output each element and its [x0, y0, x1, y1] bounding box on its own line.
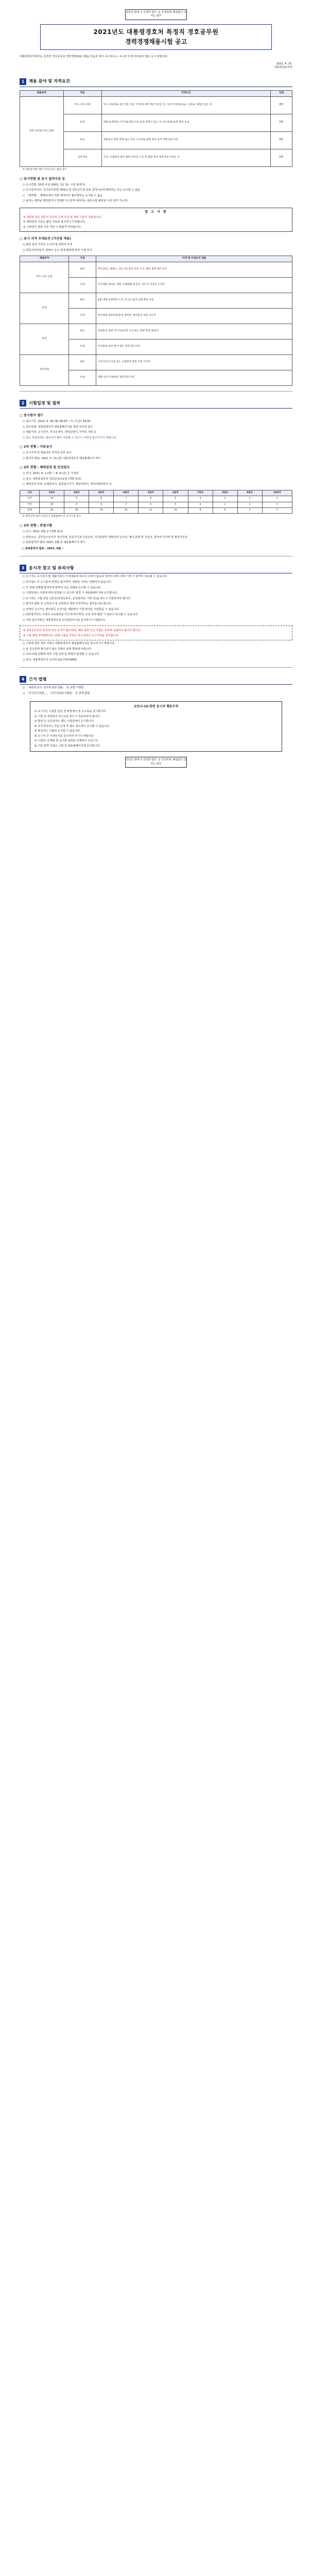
- table-header: 자격요건: [101, 90, 270, 96]
- paragraph: ○ 「대통령 등의 경호에 관한 법률」 및 동법 시행령: [23, 686, 84, 690]
- table-row: [20, 355, 292, 370]
- paragraph: ○ 일시: 2021. 6. 1.(화) ~ 6. 4.(금) 중 지정일: [23, 472, 79, 476]
- table-cell: 합계: [20, 508, 40, 514]
- announcing-org: 대통령경호처장: [274, 66, 292, 70]
- subsection-heading: □ 2차 전형 : 체력검정 및 인성검사: [20, 466, 70, 470]
- list-item: ○ 최종합격자는 소정의 교육훈련을 이수하여야 하며, 교육 성적 불량 시 임용이 취소될 수 있습니다.: [23, 613, 138, 617]
- list-item: ○ 문의: 대통령경호처 인사과 (02-770-0000): [23, 658, 77, 662]
- table-cell: 4: [237, 508, 262, 514]
- table-cell: 6: [213, 508, 237, 514]
- section-title: 채용 분야 및 자격요건: [29, 78, 70, 84]
- page-title-line2: 경력경쟁채용시험 공고: [125, 38, 187, 45]
- table-cell: 우대: [69, 309, 96, 324]
- table-cell: 우대: [69, 340, 96, 355]
- table-cell: 경호 공무원 (7급 상당): [20, 96, 64, 166]
- table-cell: 8: [188, 508, 213, 514]
- table-cell: 통신: [20, 324, 69, 355]
- table-header: 구분: [69, 256, 96, 262]
- table-cell: 운전: [63, 114, 101, 131]
- table-header: 4일차: [114, 490, 138, 496]
- table-cell: 0명: [270, 131, 292, 149]
- table-cell: 0명: [270, 114, 292, 131]
- table-cell: 무도 전공자로 공인 7단 이상, 각 분야 경력 3년 이상인 자, 사격 국가대표 또는 상비군 경력이 있는 자: [101, 96, 270, 114]
- paragraph: ○ 일시: 2021. 6월 중 (개별 통보): [23, 530, 63, 534]
- table-row: [20, 496, 292, 502]
- list-item: ○ 원서접수 후 응시분야 변경은 불가하며, 제출된 서류는 반환하지 않습니다.: [23, 581, 112, 584]
- table-cell: 10: [39, 496, 64, 502]
- table-cell: 20: [39, 508, 64, 514]
- table-cell: 공무직원: [20, 355, 69, 386]
- table-header: 3일차: [89, 490, 114, 496]
- notice-line: ② 신체검사 결과 기준 미달 시 불합격 처리됩니다.: [23, 225, 82, 229]
- announcement-page: [0, 0, 312, 778]
- divider: [20, 667, 292, 668]
- table-cell: 정보통신 관련 국가기술자격 소지 또는 관련 학과 졸업자: [96, 324, 292, 340]
- covid-item: ① 응시자는 시험장 입실 전 발열체크 및 손소독을 실시합니다.: [34, 710, 107, 714]
- covid-item: ⑥ 응시자 간 거리두기를 준수하여 주시기 바랍니다.: [34, 734, 95, 738]
- section-title: 근거 법령: [29, 676, 47, 682]
- table-cell: 18: [64, 508, 89, 514]
- table-cell: 1종 대형 운전면허 소지, 무사고 운전 경력 5년 이상: [96, 293, 292, 309]
- paragraph: ○ 「국가공무원법」, 「공무원임용시험령」 등 관계 법령: [23, 691, 90, 695]
- table-note: ※ 체력검정 평가기준표는 채용홈페이지 공지사항 참조: [23, 515, 81, 518]
- table-cell: 무선통신·보안 분야 실무 경력 2년 이상: [96, 340, 292, 355]
- list-item: ○ 시험에 관한 세부 사항은 대통령경호처 채용홈페이지를 참고하시기 바랍니다.: [23, 642, 115, 646]
- table-note: ※ 채용분야별 세부 자격요건은 붙임 참조: [23, 168, 67, 171]
- table-header: 1일차: [39, 490, 64, 496]
- intro-text: 대통령경호처에서는 특정직 경호공무원 경력경쟁채용시험을 다음과 같이 공고하오니, 우수한 인재 여러분의 많은 응시 바랍니다.: [20, 55, 168, 59]
- paragraph: ○ 접수방법: 대통령경호처 채용홈페이지를 통한 인터넷 접수: [23, 425, 93, 429]
- table-header: 10일차: [262, 490, 292, 496]
- subsection-heading: □ 3차 전형 : 면접시험: [20, 524, 53, 528]
- slogan-banner: 국민의 편에 서 공정한 법무, 늘 공정하게, 빠짐없이 일하는 법무: [125, 9, 187, 20]
- section-number: 4: [20, 676, 26, 683]
- table-cell: 4: [188, 496, 213, 502]
- list-item: ○ 응시자는 응시원서 및 제출서류의 기재내용에 착오나 누락이 없도록 하여야 하며, 허위 기재 시 합격이 취소될 수 있습니다.: [23, 575, 168, 579]
- table-cell: 1: [262, 496, 292, 502]
- table-cell: 2: [237, 496, 262, 502]
- covid-item: ③ 발열 등 유증상자는 별도 시험실에서 응시합니다.: [34, 720, 95, 723]
- table-row: [20, 262, 292, 278]
- subsection-heading: □ 응시연령 및 응시 결격사유 등: [20, 177, 65, 181]
- list-item: ○ 응시자는 시험 당일 신분증(주민등록증, 운전면허증, 여권 등)을 반드시 지참하여야 합니다.: [23, 597, 131, 600]
- table-cell: 0명: [270, 96, 292, 114]
- table-cell: 8: [89, 496, 114, 502]
- notice-line: ※ 대통령 경호 업무의 특성상 신체 조건 및 체력 기준이 적용됩니다.: [23, 215, 102, 219]
- table-cell: 필수: [69, 324, 96, 340]
- requirements-table: [20, 256, 292, 386]
- table-cell: 무도(유도, 태권도, 검도 등) 공인 단증 소지, 관련 경력 3년 이상: [96, 262, 292, 278]
- section-3-header: [20, 565, 292, 573]
- table-header: 6일차: [163, 490, 188, 496]
- list-item: ○ 각 전형 단계별 합격자에 한하여 다음 전형에 응시할 수 있습니다.: [23, 586, 101, 589]
- section-number: 2: [20, 400, 26, 406]
- table-cell: 16: [89, 508, 114, 514]
- notice-title: 참 고 사 항: [145, 210, 167, 214]
- paragraph: ○ 장소: 대통령경호처 경호안전교육원 (개별 통보): [23, 477, 81, 481]
- paragraph: ○ 응시자격 및 제출서류 적격성 여부 심사: [23, 451, 72, 455]
- table-header: 5일차: [138, 490, 163, 496]
- table-cell: 정보통신 관련 학위 또는 자격 소지자로 관련 분야 실무 경력 2년 이상: [101, 131, 270, 149]
- paragraph: ○ 최종합격자 발표: 2021. 6월 중 채용홈페이지 게시: [23, 541, 85, 545]
- list-item: ○ 기타 문의사항은 대통령경호처 인사담당부서로 문의하시기 바랍니다.: [23, 618, 106, 622]
- table-cell: 10: [163, 508, 188, 514]
- section-title: 시험일정 및 절차: [29, 400, 61, 405]
- list-item: ○ 본 공고문에 명시되지 않은 사항은 관계 법령에 따릅니다.: [23, 647, 92, 651]
- table-cell: 5: [163, 496, 188, 502]
- caution-line: ※ 경호공무원의 특성상 보안 유지가 필요하며, 채용 관련 모든 사항은 외부에 유출하지 않아야 합니다.: [23, 629, 142, 633]
- list-item: ○ 코로나19 상황에 따라 시험 일정 및 방법이 변경될 수 있습니다.: [23, 653, 100, 656]
- table-cell: 6: [138, 496, 163, 502]
- table-header: 2일차: [64, 490, 89, 496]
- table-cell: 1: [262, 502, 292, 507]
- table-cell: 3: [213, 502, 237, 507]
- subsection-heading: □ 응시원서 접수: [20, 414, 44, 418]
- covid-item: ⑧ 기타 방역 지침은 시험 전 채용홈페이지에 공지합니다.: [34, 744, 101, 748]
- final-announcement: □ 최종합격자 발표 : 2021. 6월 ~: [22, 547, 64, 550]
- table-cell: 우대: [69, 278, 96, 293]
- table-cell: 9: [64, 496, 89, 502]
- table-cell: 남자: [20, 496, 40, 502]
- table-cell: 3: [213, 496, 237, 502]
- table-cell: 필수: [69, 262, 96, 278]
- list-item: ○ 합격자 발표 후 신원조사 및 신체검사 결과 부적격자는 합격을 취소합니다.: [23, 602, 112, 606]
- paragraph: ○ 남자는 병역을 필하였거나 면제된 자 (전역 예정자는 최종시험 예정일 이전 전역 가능자): [23, 199, 128, 203]
- table-cell: 필수: [69, 355, 96, 370]
- page-title-line1: 2021년도 대통령경호처 특정직 경호공무원: [93, 28, 219, 36]
- paragraph: ○ 접수 마감일에는 접속자가 많아 지연될 수 있으니 사전에 접수하시기 바랍니다.: [23, 436, 117, 439]
- paragraph: ○ 「병역법」 제76조에서 정한 병역의무 불이행자는 응시할 수 없음: [23, 194, 102, 197]
- table-cell: 공무직원: [63, 149, 101, 166]
- section-number: 3: [20, 565, 26, 571]
- announcement-date: 2021. 4. 15.: [276, 62, 292, 65]
- table-row: [20, 508, 292, 514]
- table-cell: 7: [114, 496, 138, 502]
- paragraph: ○ 취업지원대상자, 장애인 등은 관계 법령에 따라 가점 부여: [23, 248, 92, 252]
- paragraph: ○ 평정요소: 공무원으로서의 정신자세, 전문지식과 응용능력, 의사표현의 정확성과 논리성, 예의·품행 및 성실성, 창의력·의지력 및 발전가능성: [23, 535, 187, 539]
- section-4-header: [20, 676, 292, 685]
- table-cell: 통신: [63, 131, 101, 149]
- table-cell: 조리, 시설관리 분야 관련 자격증 소지 및 관련 분야 경력 3년 이상인 자: [101, 149, 270, 166]
- notice-line: ① 체력검정 기준은 붙임 자료를 참고하시기 바랍니다.: [23, 221, 86, 224]
- covid-item: ⑤ 확진자는 시험에 응시할 수 없습니다.: [34, 730, 81, 733]
- covid-item: ④ 자가격리자는 사전 신청 후 별도 장소에서 응시할 수 있습니다.: [34, 724, 110, 728]
- paragraph: ○ 응시연령: 20세 이상 (2001. 12. 31. 이전 출생자): [23, 183, 85, 187]
- list-item: ○ 시험일정은 사정에 따라 변경될 수 있으며, 변경 시 채용홈페이지에 공지합니다.: [23, 591, 118, 595]
- table-cell: 무도·사격 교관: [63, 96, 101, 114]
- paragraph: ○ 제출서류: 응시원서, 자기소개서, 경력증명서, 자격증 사본 등: [23, 431, 97, 434]
- table-cell: 7: [114, 502, 138, 507]
- section-number: 1: [20, 78, 26, 85]
- paragraph: ○ 접수기간: 2021. 4. 26.(월) 09:00 ~ 5. 7.(금) 18:00: [23, 420, 91, 423]
- table-cell: 2: [237, 502, 262, 507]
- table-cell: 특수차량·경호차량 운전 경력자, 방어운전 교육 이수자: [96, 309, 292, 324]
- table-header: 8일차: [213, 490, 237, 496]
- covid-guidelines-box: [30, 701, 282, 752]
- table-row: [20, 502, 292, 507]
- footer-slogan-banner: 국민의 편에 서 공정한 법무, 늘 공정하게, 빠짐없이 일하는 법무: [125, 757, 187, 768]
- table-cell: 14: [114, 508, 138, 514]
- table-header: 자격 및 우대요건 내용: [96, 256, 292, 262]
- schedule-table: [20, 490, 292, 514]
- paragraph: ○ 관련 분야 자격증 소지자 및 경력자 우대: [23, 243, 73, 247]
- covid-title: 코로나-19 관련 응시자 행동수칙: [133, 704, 179, 708]
- list-item: ○ 장애인 응시자는 편의제공 요청서를 제출하여 시험 편의를 지원받을 수 있습니다.: [23, 607, 120, 611]
- table-header: 인원: [270, 90, 292, 96]
- covid-item: ⑦ 시험장 내 대화 및 음식물 섭취를 자제하여 주십시오.: [34, 739, 99, 743]
- paragraph: ○ 합격자 발표: 2021. 5. 21.(금) 대통령경호처 채용홈페이지 게시: [23, 456, 101, 460]
- table-cell: 여자: [20, 502, 40, 507]
- table-cell: 0명: [270, 149, 292, 166]
- table-header: 7일차: [188, 490, 213, 496]
- table-header: 9일차: [237, 490, 262, 496]
- table-cell: 8: [89, 502, 114, 507]
- recruit-table: [20, 90, 292, 167]
- covid-item: ② 시험 전 과정에서 마스크를 반드시 착용하여야 합니다.: [34, 715, 101, 718]
- table-cell: 조리기능사 이상 또는 시설관리 관련 자격 소지자: [96, 355, 292, 370]
- table-cell: 4: [188, 502, 213, 507]
- table-cell: 5: [163, 502, 188, 507]
- table-header: 구분: [20, 490, 40, 496]
- paragraph: ○ 체력검정 종목: 오래달리기, 윗몸일으키기, 팔굽혀펴기, 제자리멀리뛰기 등: [23, 483, 112, 486]
- paragraph: ○ 응시결격사유: 국가공무원법 제33조 및 경호공무원 임용 결격사유에 해당하는 자는 응시할 수 없음: [23, 189, 141, 192]
- table-cell: 9: [64, 502, 89, 507]
- table-cell: 2: [262, 508, 292, 514]
- table-cell: 운전: [20, 293, 69, 324]
- subsection-heading: □ 응시 자격 우대요건 (가산점 적용): [20, 237, 71, 241]
- title-box: [40, 24, 272, 50]
- table-cell: 12: [138, 508, 163, 514]
- notice-box: [20, 208, 292, 232]
- table-cell: 무도·사격 교관: [20, 262, 69, 293]
- table-cell: 대형 운전면허 소지자로 5년 이상 운전 경력이 있는 자, 특수차량 운전 경력 우대: [101, 114, 270, 131]
- table-header: 직급: [63, 90, 101, 96]
- section-2-header: [20, 400, 292, 409]
- subsection-heading: □ 1차 전형 : 서류심사: [20, 445, 53, 449]
- table-header: 채용분야: [20, 256, 69, 262]
- table-row: [20, 293, 292, 309]
- table-cell: 필수: [69, 293, 96, 309]
- table-row: [20, 324, 292, 340]
- table-cell: 국가대표·상비군 경력, 국제대회 입상자, 지도자 자격증 소지자: [96, 278, 292, 293]
- table-header: 채용분야: [20, 90, 64, 96]
- divider: [20, 391, 292, 392]
- table-cell: 6: [138, 502, 163, 507]
- table-cell: 우대: [69, 370, 96, 386]
- table-cell: 대량 급식·시설관리 경력 3년 이상: [96, 370, 292, 386]
- section-1-header: [20, 78, 292, 87]
- section-title: 응시자 참고 및 유의사항: [29, 565, 74, 571]
- caution-box: [20, 625, 292, 640]
- table-cell: 10: [39, 502, 64, 507]
- caution-line: ※ 시험 관련 부정행위자는 당해 시험을 무효로 하고 5년간 응시자격을 정지합니다.: [23, 634, 119, 637]
- table-row: [20, 96, 292, 114]
